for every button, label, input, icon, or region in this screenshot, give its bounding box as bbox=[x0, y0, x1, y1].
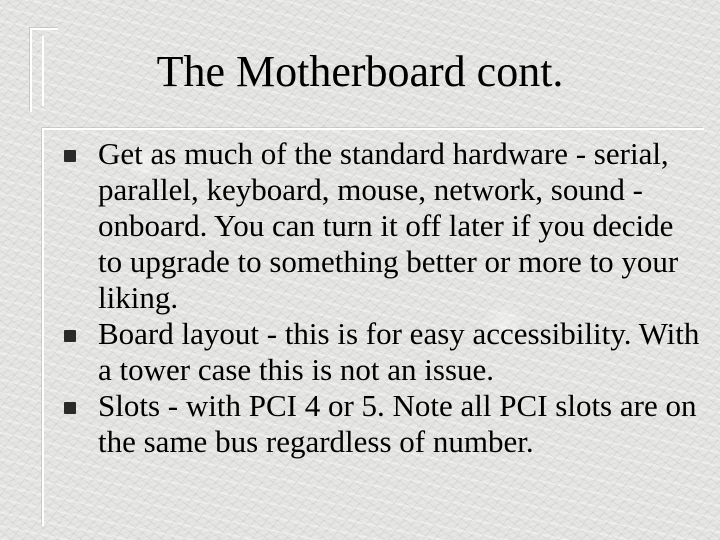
bullet-item bbox=[64, 388, 704, 460]
bullet-item bbox=[64, 136, 704, 316]
bullet-text: Get as much of the standard hardware - serial, parallel, keyboard, mouse, network, sound - onboard. You can turn it off later if you decide to upgrade to something better or more to your liking. bbox=[98, 136, 679, 315]
bullet-list bbox=[64, 136, 704, 460]
square-bullet-icon bbox=[64, 150, 76, 162]
bullet-item bbox=[64, 316, 704, 388]
square-bullet-icon bbox=[64, 402, 76, 414]
bullet-text: Board layout - this is for easy accessibility. With a tower case this is not an issue. bbox=[98, 316, 700, 387]
bullet-text: Slots - with PCI 4 or 5. Note all PCI slots are on the same bus regardless of number. bbox=[98, 388, 697, 459]
square-bullet-icon bbox=[64, 330, 76, 342]
slide-title: The Motherboard cont. bbox=[156, 47, 564, 96]
